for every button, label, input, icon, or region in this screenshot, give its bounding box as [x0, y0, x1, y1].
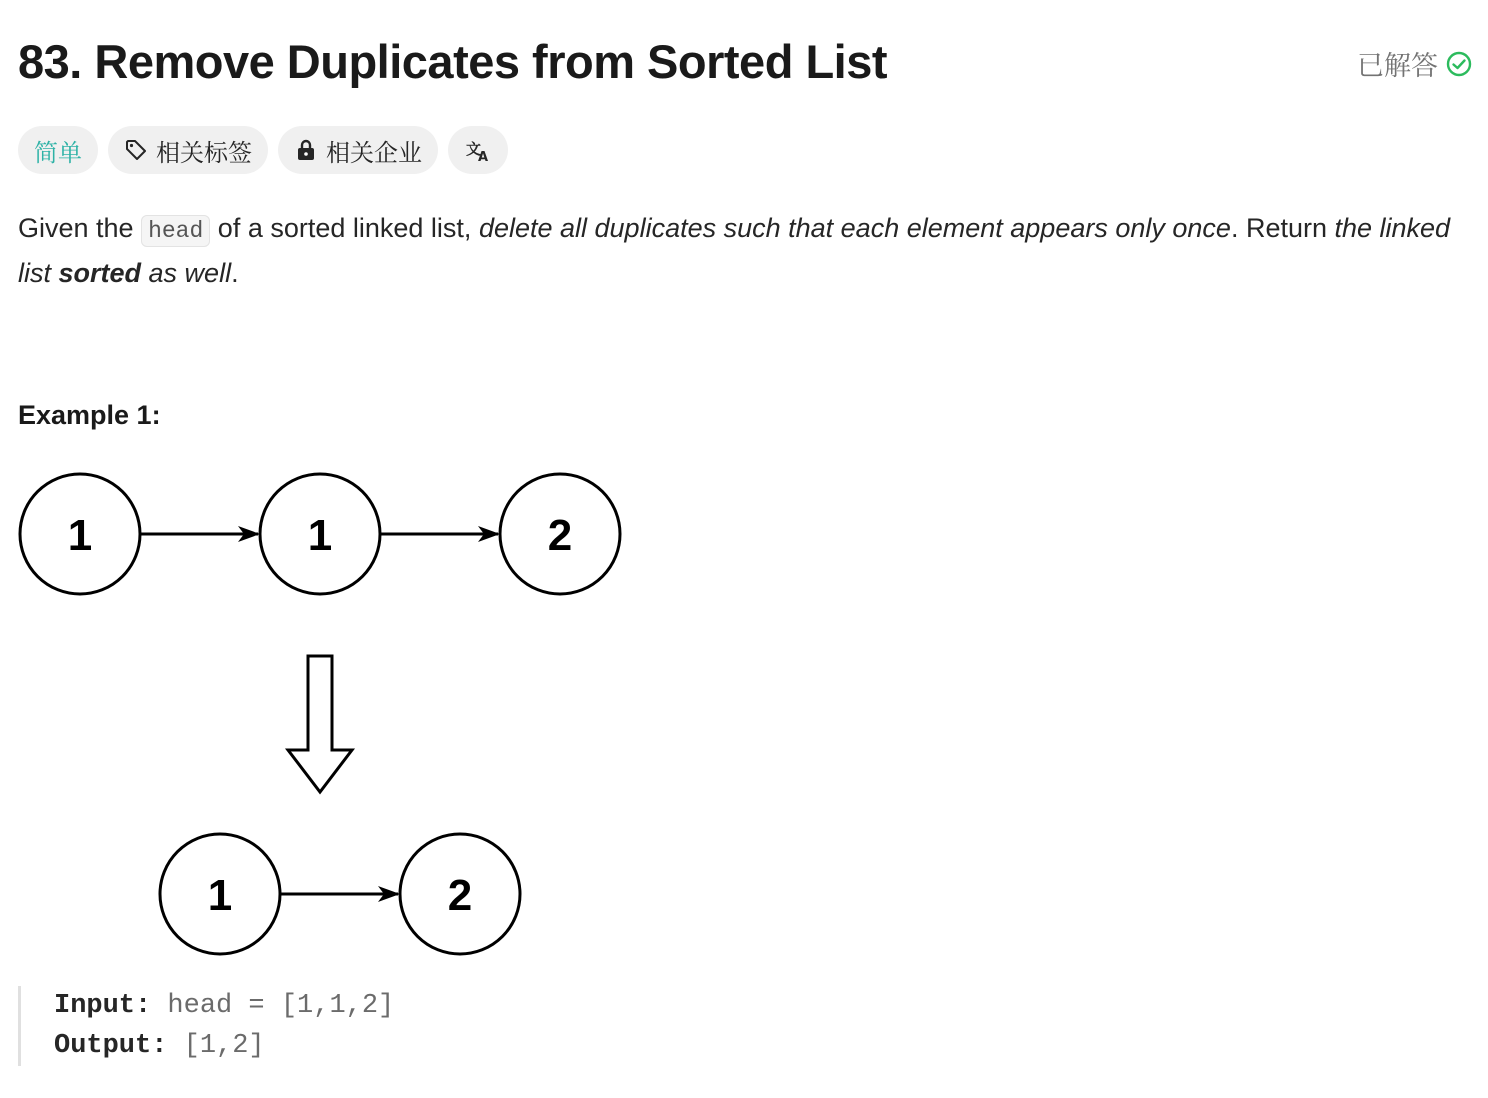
difficulty-label: 简单	[34, 139, 82, 167]
svg-text:文: 文	[466, 140, 482, 158]
desc-text: . Return	[1230, 213, 1335, 243]
translate-button[interactable]	[448, 126, 508, 174]
desc-text: Given the	[18, 213, 142, 243]
desc-emphasis: as well	[141, 258, 232, 288]
solved-status	[1357, 44, 1472, 83]
desc-strong: sorted	[58, 258, 142, 288]
input-label: Input:	[54, 991, 152, 1021]
difficulty-badge[interactable]	[18, 126, 98, 174]
tag-row	[18, 126, 508, 174]
node-value: 2	[547, 511, 573, 560]
example-1-diagram	[0, 460, 640, 960]
example-output	[54, 1026, 394, 1066]
solved-label: 已解答	[1357, 51, 1438, 81]
problem-title: 83. Remove Duplicates from Sorted List	[18, 35, 888, 88]
lock-icon	[294, 138, 318, 162]
desc-emphasis: the linked list	[18, 213, 1451, 288]
companies-button[interactable]	[278, 126, 438, 174]
output-label: Output:	[54, 1031, 168, 1061]
node-value: 1	[307, 511, 333, 560]
translate-icon	[464, 136, 492, 164]
node-value: 1	[67, 511, 93, 560]
companies-label: 相关企业	[326, 139, 422, 167]
desc-text: of a sorted linked list,	[210, 213, 479, 243]
input-value: head = [1,1,2]	[151, 991, 395, 1021]
before-list	[20, 474, 620, 594]
example-input	[54, 986, 394, 1026]
node-value: 1	[207, 871, 233, 920]
tag-icon	[124, 138, 148, 162]
after-list	[160, 834, 520, 954]
output-value: [1,2]	[167, 1031, 265, 1061]
problem-description	[18, 207, 1458, 294]
example-1-io	[18, 986, 394, 1066]
check-circle-icon	[1446, 51, 1472, 77]
transform-arrow	[288, 656, 352, 792]
desc-emphasis: delete all duplicates such that each element appears only once	[478, 213, 1231, 243]
node-value: 2	[447, 871, 473, 920]
related-topics-label: 相关标签	[156, 139, 252, 167]
svg-text:A: A	[478, 150, 489, 164]
inline-code-head: head	[141, 215, 210, 247]
example-1-title: Example 1:	[18, 400, 161, 430]
related-topics-button[interactable]	[108, 126, 268, 174]
desc-text: .	[231, 258, 239, 288]
